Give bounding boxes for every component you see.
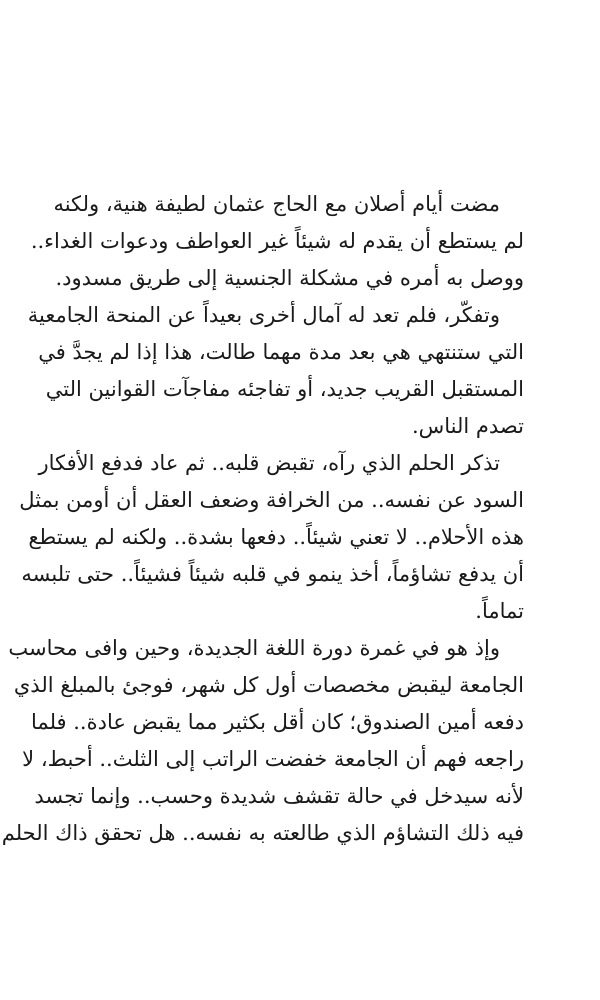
page-text [1, 186, 548, 852]
text-line: دفعه أمين الصندوق؛ كان أقل بكثير مما يقبض عادة.. فلما [31, 710, 524, 734]
text-line: وإذ هو في غمرة دورة اللغة الجديدة، وحين وافى محاسب [8, 636, 500, 660]
text-line: أن يدفع تشاؤماً، أخذ ينمو في قلبه شيئاً فشيئاً.. حتى تلبسه [21, 562, 524, 586]
text-line: مضت أيام أصلان مع الحاج عثمان لطيفة هنية، ولكنه [53, 192, 500, 216]
text-line: لأنه سيدخل في حالة تقشف شديدة وحسب.. وإنما تجسد [34, 784, 524, 808]
text-line: المستقبل القريب جديد، أو تفاجئه مفاجآت القوانين التي [45, 377, 524, 401]
text-line: فيه ذلك التشاؤم الذي طالعته به نفسه.. هل تحقق ذاك الحلم [1, 821, 524, 845]
paragraph-1 [30, 186, 548, 297]
paragraph-3 [19, 445, 548, 630]
paragraph-2 [27, 297, 548, 445]
text-line: ووصل به أمره في مشكلة الجنسية إلى طريق مسدود. [55, 266, 524, 290]
text-line: هذه الأحلام.. لا تعني شيئاً.. دفعها بشدة.. ولكنه لم يستطع [28, 525, 524, 549]
text-line: التي ستنتهي هي بعد مدة مهما طالت، هذا إذا لم يجدَّ في [38, 340, 524, 364]
text-line: راجعه فهم أن الجامعة خفضت الراتب إلى الثلث.. أحبط، لا [22, 747, 524, 771]
text-line: وتفكّر، فلم تعد له آمال أخرى بعيداً عن المنحة الجامعية [27, 303, 500, 327]
text-line: تذكر الحلم الذي رآه، تقبض قلبه.. ثم عاد فدفع الأفكار [38, 451, 500, 475]
paragraph-4 [1, 630, 548, 852]
text-line: السود عن نفسه.. من الخرافة وضعف العقل أن أومن بمثل [19, 488, 524, 512]
text-line: الجامعة ليقبض مخصصات أول كل شهر، فوجئ بالمبلغ الذي [13, 673, 524, 697]
text-line: لم يستطع أن يقدم له شيئاً غير العواطف ودعوات الغداء.. [30, 229, 524, 253]
text-line: تماماً. [475, 599, 524, 623]
text-line: تصدم الناس. [411, 414, 524, 438]
